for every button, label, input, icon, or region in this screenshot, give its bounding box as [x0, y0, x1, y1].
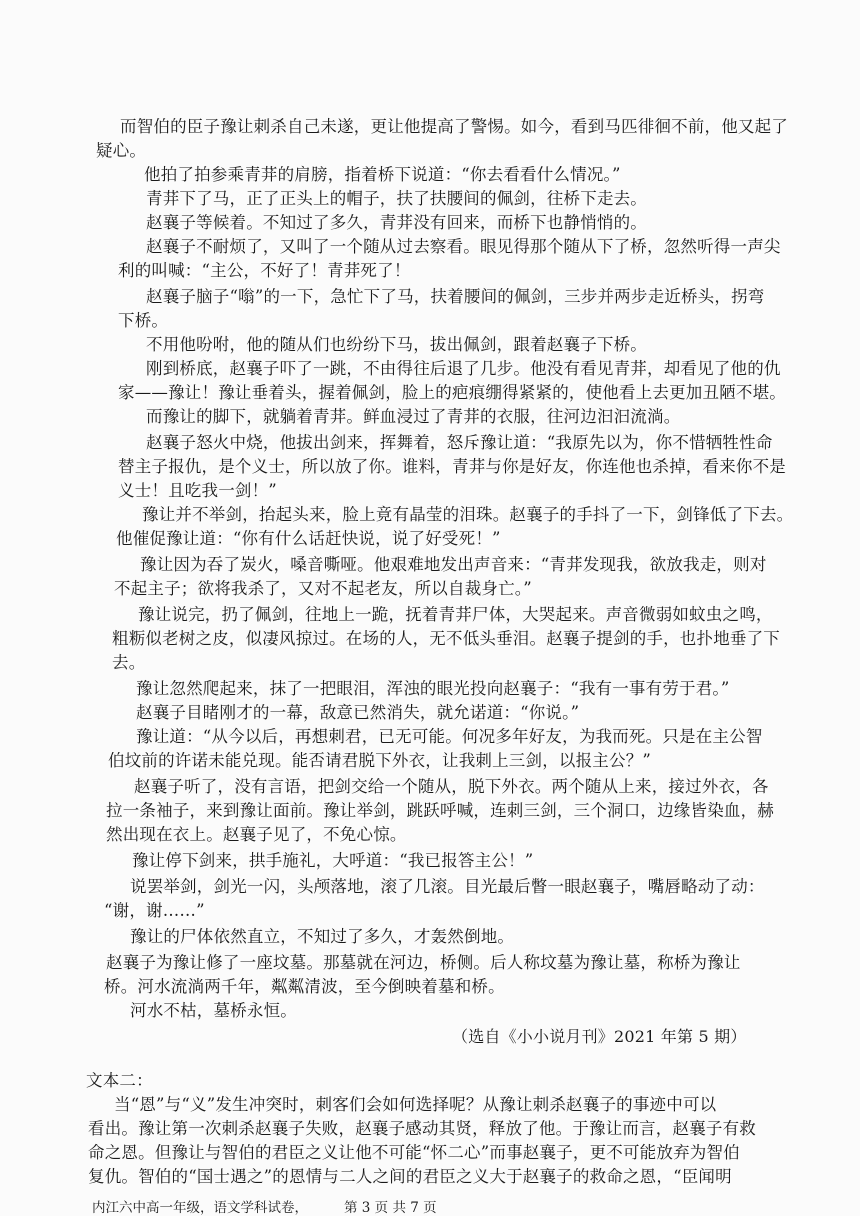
paragraph-line: 赵襄子为豫让修了一座坟墓。那墓就在河边，桥侧。后人称坟墓为豫让墓，称桥为豫让: [106, 953, 741, 972]
paragraph-line: 看出。豫让第一次刺杀赵襄子失败，赵襄子感动其贤，释放了他。于豫让而言，赵襄子有救: [88, 1119, 756, 1138]
paragraph-line: 家——豫让！豫让垂着头，握着佩剑，脸上的疤痕绷得紧紧的，使他看上去更加丑陋不堪。: [118, 383, 786, 402]
paragraph-line: 豫让的尸体依然直立，不知过了多久，才轰然倒地。: [130, 927, 515, 946]
paragraph-line: “谢，谢……”: [104, 901, 205, 920]
paragraph-line: 他拍了拍参乘青荓的肩膀，指着桥下说道：“你去看看什么情况。”: [144, 165, 621, 184]
paragraph-line: 赵襄子脑子“嗡”的一下，急忙下了马，扶着腰间的佩剑，三步并两步走近桥头，拐弯: [146, 287, 765, 306]
paragraph-line: 不用他吩咐，他的随从们也纷纷下马，拔出佩剑，跟着赵襄子下桥。: [146, 335, 647, 354]
paragraph-line: 义士！且吃我一剑！”: [118, 481, 277, 500]
paragraph-line: 豫让因为吞了炭火，嗓音嘶哑。他艰难地发出声音来：“青荓发现我，欲放我走，则对: [140, 555, 767, 574]
paragraph-line: 豫让并不举剑，抬起头来，脸上竟有晶莹的泪珠。赵襄子的手抖了一下，剑锋低了下去。: [142, 505, 794, 524]
paragraph-line: 赵襄子不耐烦了，又叫了一个随从过去察看。眼见得那个随从下了桥，忽然听得一声尖: [146, 237, 781, 256]
paragraph-line: 不起主子；欲将我杀了，又对不起老友，所以自裁身亡。”: [114, 579, 532, 598]
paragraph-line: 赵襄子等候着。不知过了多久，青荓没有回来，而桥下也静悄悄的。: [146, 213, 647, 232]
footer-page-number: 第 3 页 共 7 页: [344, 1200, 437, 1216]
section-title: 文本二：: [86, 1071, 153, 1090]
paragraph-line: 青荓下了马，正了正头上的帽子，扶了扶腰间的佩剑，往桥下走去。: [146, 189, 647, 208]
paragraph-line: 豫让忽然爬起来，抹了一把眼泪，浑浊的眼光投向赵襄子：“我有一事有劳于君。”: [136, 679, 730, 698]
footer-school: 内江六中高一年级，语文学科试卷，: [92, 1200, 308, 1216]
paragraph-line: 拉一条袖子，来到豫让面前。豫让举剑，跳跃呼喊，连刺三剑，三个洞口，边缘皆染血，赫: [106, 801, 774, 820]
paragraph-line: 桥。河水流淌两千年，粼粼清波，至今倒映着墓和桥。: [104, 977, 505, 996]
paragraph-line: 赵襄子听了，没有言语，把剑交给一个随从，脱下外衣。两个随从上来，接过外衣，各: [134, 777, 769, 796]
paragraph-line: 而豫让的脚下，就躺着青荓。鲜血浸过了青荓的衣服，往河边汩汩流淌。: [146, 407, 681, 426]
paragraph-line: 下桥。: [118, 311, 169, 330]
paragraph-line: 命之恩。但豫让与智伯的君臣之义让他不可能“怀二心”而事赵襄子，更不可能放弃为智伯: [88, 1143, 740, 1162]
paragraph-line: 豫让说完，扔了佩剑，往地上一跪，抚着青荓尸体，大哭起来。声音微弱如蚊虫之鸣，: [138, 605, 773, 624]
paragraph-line: 河水不枯，墓桥永恒。: [130, 1001, 297, 1020]
paragraph-line: 豫让停下剑来，拱手施礼，大呼道：“我已报答主公！”: [132, 851, 534, 870]
paragraph-line: 他催促豫让道：“你有什么话赶快说，说了好受死！”: [116, 529, 501, 548]
paragraph-line: 说罢举剑，剑光一闪，头颅落地，滚了几滚。目光最后瞥一眼赵襄子，嘴唇略动了动：: [130, 877, 765, 896]
paragraph-line: 疑心。: [96, 141, 147, 160]
paragraph-line: 利的叫喊：“主公，不好了！青荓死了！: [118, 261, 411, 280]
paragraph-line: 而智伯的臣子豫让刺杀自己未遂，更让他提高了警惕。如今，看到马匹徘徊不前，他又起了: [120, 117, 788, 136]
paragraph-line: 当“恩”与“义”发生冲突时，刺客们会如何选择呢？从豫让刺杀赵襄子的事迹中可以: [114, 1095, 717, 1114]
paragraph-line: 刚到桥底，赵襄子吓了一跳，不由得往后退了几步。他没有看见青荓，却看见了他的仇: [146, 359, 781, 378]
paragraph-line: 豫让道：“从今以后，再想刺君，已无可能。何况多年好友，为我而死。只是在主公智: [136, 727, 763, 746]
paragraph-line: 替主子报仇，是个义士，所以放了你。谁料，青荓与你是好友，你连他也杀掉，看来你不是: [118, 457, 786, 476]
paragraph-line: 复仇。智伯的“国士遇之”的恩情与二人之间的君臣之义大于赵襄子的救命之恩，“臣闻明: [88, 1167, 732, 1186]
paragraph-line: 粗粝似老树之皮，似凄风掠过。在场的人，无不低头垂泪。赵襄子提剑的手，也扑地垂了下: [112, 629, 780, 648]
paragraph-line: 赵襄子怒火中烧，他拔出剑来，挥舞着，怒斥豫让道：“我原先以为，你不惜牺牲性命: [146, 433, 773, 452]
paragraph-line: 去。: [112, 653, 146, 672]
paragraph-line: 伯坟前的许诺未能兑现。能否请君脱下外衣，让我刺上三剑，以报主公？”: [108, 751, 652, 770]
source-note: （选自《小小说月刊》2021 年第 5 期）: [452, 1027, 747, 1046]
paragraph-line: 然出现在衣上。赵襄子见了，不免心惊。: [106, 825, 407, 844]
paragraph-line: 赵襄子目睹刚才的一幕，敌意已然消失，就允诺道：“你说。”: [136, 703, 580, 722]
